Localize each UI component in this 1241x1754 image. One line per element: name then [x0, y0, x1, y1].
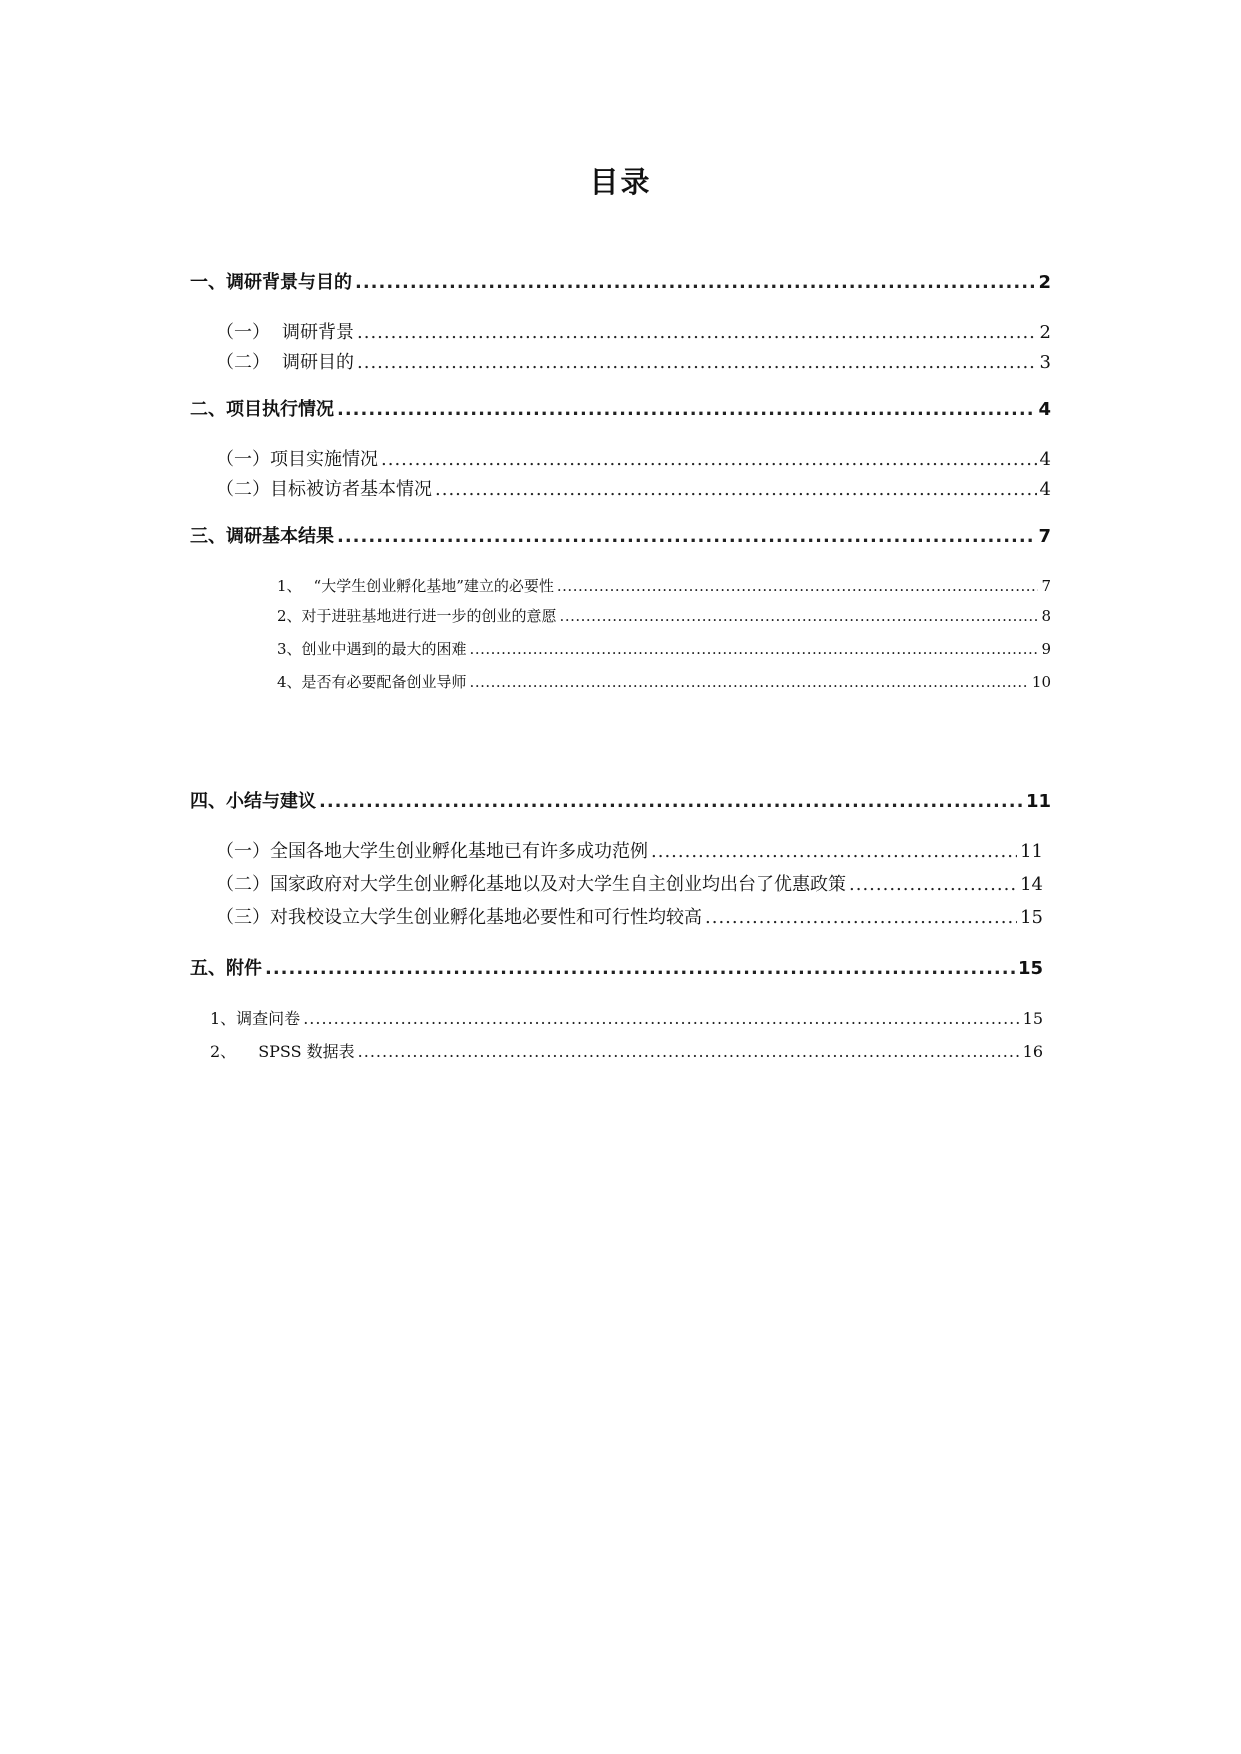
dot-leader — [470, 669, 1029, 695]
page-title: 目录 — [589, 165, 652, 199]
toc-item-5-2[interactable] — [210, 1039, 1043, 1065]
dot-leader — [337, 524, 1035, 550]
toc-section-4[interactable] — [190, 789, 1051, 815]
toc-page-number: 10 — [1031, 673, 1051, 691]
toc-item-4-3[interactable] — [216, 905, 1043, 931]
dot-leader — [705, 905, 1017, 931]
dot-leader — [557, 573, 1039, 599]
toc-section-label: 三、调研基本结果 — [190, 526, 334, 547]
toc-item-label: 4、是否有必要配备创业导师 — [277, 673, 467, 691]
toc-page-number: 16 — [1022, 1042, 1043, 1061]
toc-page-number: 15 — [1020, 907, 1043, 928]
toc-item-4-2[interactable] — [216, 872, 1043, 898]
toc-item-prefix: 2、 — [210, 1042, 237, 1061]
dot-leader — [265, 956, 1015, 982]
toc-item-2-1[interactable] — [216, 447, 1051, 473]
toc-item-2-2[interactable] — [216, 477, 1051, 503]
toc-item-label: 调研目的 — [282, 352, 354, 373]
dot-leader — [560, 603, 1039, 629]
toc-item-3-2[interactable] — [277, 603, 1051, 629]
toc-page-number: 11 — [1025, 791, 1051, 812]
toc-item-label: （一）全国各地大学生创业孵化基地已有许多成功范例 — [216, 841, 648, 862]
toc-page-number: 4 — [1039, 449, 1051, 470]
toc-page-number: 4 — [1039, 479, 1051, 500]
toc-page-number: 4 — [1038, 399, 1051, 420]
dot-leader — [319, 789, 1023, 815]
toc-section-2[interactable] — [190, 397, 1051, 423]
toc-item-label: 1、调查问卷 — [210, 1009, 301, 1028]
dot-leader — [381, 447, 1037, 473]
toc-item-label: 调研背景 — [282, 322, 354, 343]
toc-page-number: 15 — [1017, 958, 1043, 979]
dot-leader — [303, 1006, 1019, 1032]
toc-page-number: 7 — [1038, 526, 1051, 547]
toc-section-5[interactable] — [190, 956, 1043, 982]
toc-item-1-1[interactable] — [216, 320, 1051, 346]
toc-item-5-1[interactable] — [210, 1006, 1043, 1032]
toc-item-3-4[interactable] — [277, 669, 1051, 695]
toc-section-1[interactable] — [190, 270, 1051, 296]
toc-item-prefix: 1、 — [277, 577, 302, 595]
toc-page-number: 8 — [1041, 607, 1051, 625]
dot-leader — [357, 350, 1037, 376]
toc-section-label: 四、小结与建议 — [190, 791, 316, 812]
toc-page-number: 7 — [1041, 577, 1051, 595]
toc-item-label: （三）对我校设立大学生创业孵化基地必要性和可行性均较高 — [216, 907, 702, 928]
toc-item-prefix: （二） — [216, 352, 270, 373]
dot-leader — [358, 1039, 1020, 1065]
toc-section-label: 一、调研背景与目的 — [190, 272, 352, 293]
toc-item-prefix: （一） — [216, 322, 270, 343]
toc-item-label: 3、创业中遇到的最大的困难 — [277, 640, 467, 658]
dot-leader — [849, 872, 1017, 898]
toc-section-label: 二、项目执行情况 — [190, 399, 334, 420]
toc-item-label: “大学生创业孵化基地”建立的必要性 — [313, 577, 554, 595]
toc-page-number: 2 — [1038, 272, 1051, 293]
toc-section-label: 五、附件 — [190, 958, 262, 979]
toc-item-label: 2、对于进驻基地进行进一步的创业的意愿 — [277, 607, 557, 625]
dot-leader — [651, 839, 1017, 865]
toc-page-number: 9 — [1041, 640, 1051, 658]
toc-item-3-3[interactable] — [277, 636, 1051, 662]
dot-leader — [355, 270, 1035, 296]
toc-page-number: 14 — [1020, 874, 1043, 895]
toc-item-label: （二）目标被访者基本情况 — [216, 479, 432, 500]
toc-page-number: 15 — [1022, 1009, 1043, 1028]
toc-item-1-2[interactable] — [216, 350, 1051, 376]
toc-page-number: 11 — [1020, 841, 1043, 862]
dot-leader — [337, 397, 1035, 423]
dot-leader — [470, 636, 1039, 662]
toc-item-label: （一）项目实施情况 — [216, 449, 378, 470]
dot-leader — [357, 320, 1037, 346]
toc-page-number: 3 — [1039, 352, 1051, 373]
dot-leader — [435, 477, 1037, 503]
toc-section-3[interactable] — [190, 524, 1051, 550]
toc-item-4-1[interactable] — [216, 839, 1043, 865]
toc-item-label: SPSS 数据表 — [258, 1042, 355, 1061]
toc-item-label: （二）国家政府对大学生创业孵化基地以及对大学生自主创业均出台了优惠政策 — [216, 874, 846, 895]
toc-page-number: 2 — [1039, 322, 1051, 343]
toc-item-3-1[interactable] — [277, 573, 1051, 599]
